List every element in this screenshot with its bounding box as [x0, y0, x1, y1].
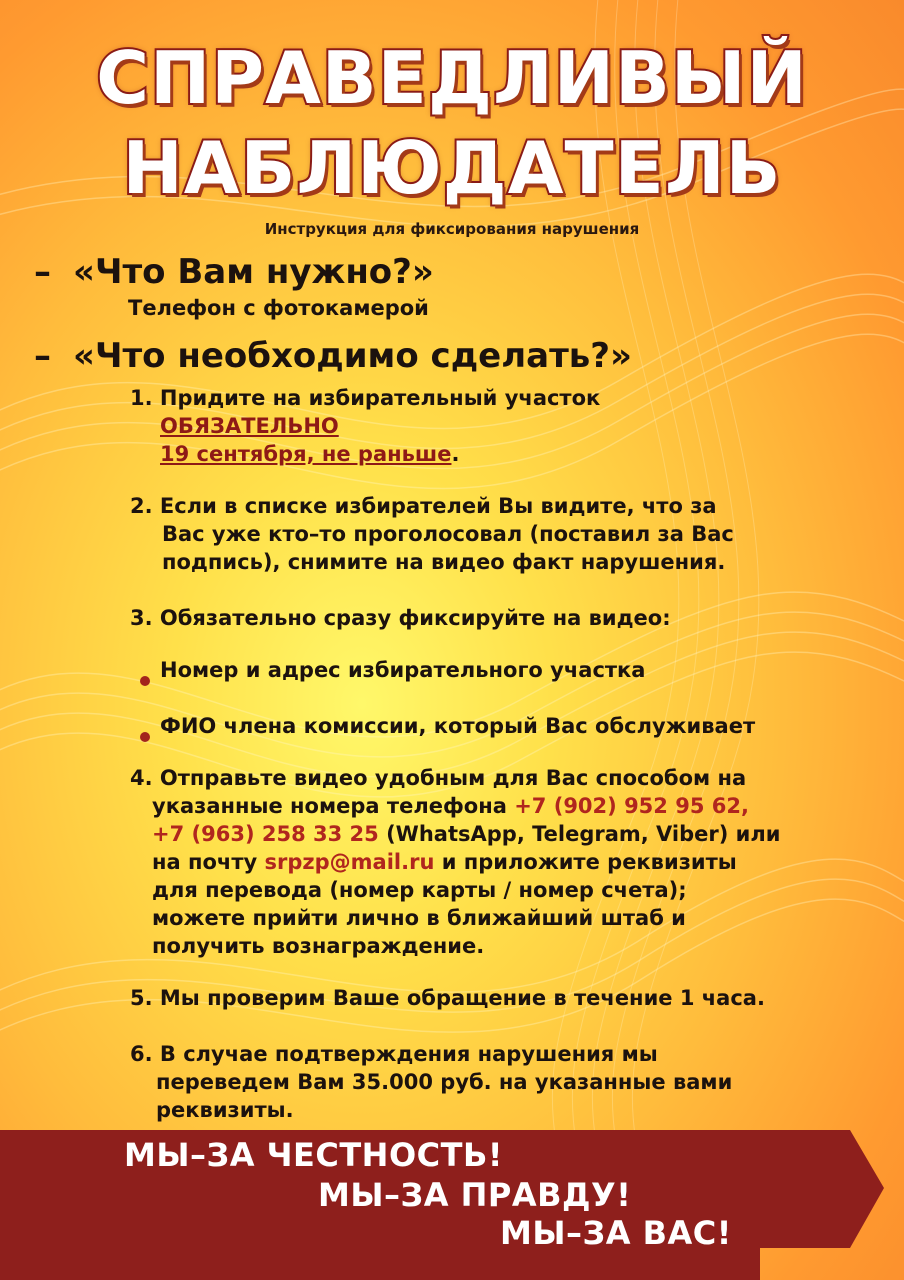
bullet-dot [140, 732, 150, 742]
bullet-dot [140, 676, 150, 686]
step-4-line-5: для перевода (номер карты / номер счета); [152, 878, 687, 902]
question-text: «Что необходимо сделать?» [73, 336, 632, 376]
step-1-emphasis-date: 19 сентября, не раньше [160, 442, 452, 466]
title-line-2: НАБЛЮДАТЕЛЬ [122, 126, 782, 210]
step-6-line-3: реквизиты. [156, 1098, 294, 1122]
step-6-line-1: 6. В случае подтверждения нарушения мы [130, 1042, 658, 1066]
step-3: 3. Обязательно сразу фиксируйте на видео: [130, 606, 671, 630]
step-4-line-4b: и приложите реквизиты [434, 850, 737, 874]
question-dash: – [34, 336, 51, 376]
phone-number-2[interactable]: +7 (963) 258 33 25 [152, 822, 379, 846]
question-what-to-do [34, 336, 632, 376]
step-4-line-7: получить вознаграждение. [152, 934, 485, 958]
step-4-line-2: указанные номера телефона [152, 794, 515, 818]
title-line-1: СПРАВЕДЛИВЫЙ [96, 36, 808, 120]
bullet-station-number: Номер и адрес избирательного участка [160, 658, 646, 682]
step-4 [130, 764, 870, 960]
phone-number-1[interactable]: +7 (902) 952 95 62, [514, 794, 749, 818]
slogan-honesty: МЫ–ЗА ЧЕСТНОСТЬ! [124, 1136, 503, 1174]
subtitle: Инструкция для фиксирования нарушения [264, 220, 640, 238]
step-4-line-4a: на почту [152, 850, 265, 874]
question-dash: – [34, 252, 51, 292]
step-4-line-1: 4. Отправьте видео удобным для Вас способом на [130, 766, 747, 790]
step-1-text: 1. Придите на избирательный участок [130, 386, 601, 410]
slogan-truth: МЫ–ЗА ПРАВДУ! [318, 1176, 632, 1214]
email-link[interactable]: srpzp@mail.ru [264, 850, 435, 874]
step-2-line-2: Вас уже кто–то проголосовал (поставил за Вас [162, 522, 734, 546]
step-5: 5. Мы проверим Ваше обращение в течение 1 часа. [130, 986, 765, 1010]
bullet-commission-member: ФИО члена комиссии, который Вас обслуживает [160, 714, 756, 738]
step-1-emphasis-required: ОБЯЗАТЕЛЬНО [160, 414, 339, 438]
step-1 [130, 384, 600, 468]
step-2 [130, 492, 734, 576]
step-4-line-3: (WhatsApp, Telegram, Viber) или [378, 822, 781, 846]
step-1-end: . [451, 442, 460, 466]
step-2-line-1: 2. Если в списке избирателей Вы видите, что за [130, 494, 717, 518]
answer-phone-camera: Телефон с фотокамерой [128, 296, 429, 320]
step-6 [130, 1040, 732, 1124]
slogan-for-you: МЫ–ЗА ВАС! [500, 1214, 732, 1252]
question-text: «Что Вам нужно?» [73, 252, 434, 292]
question-what-you-need [34, 252, 434, 292]
step-6-line-2: переведем Вам 35.000 руб. на указанные вами [156, 1070, 733, 1094]
step-2-line-3: подпись), снимите на видео факт нарушения. [162, 550, 726, 574]
step-4-line-6: можете прийти лично в ближайший штаб и [152, 906, 686, 930]
